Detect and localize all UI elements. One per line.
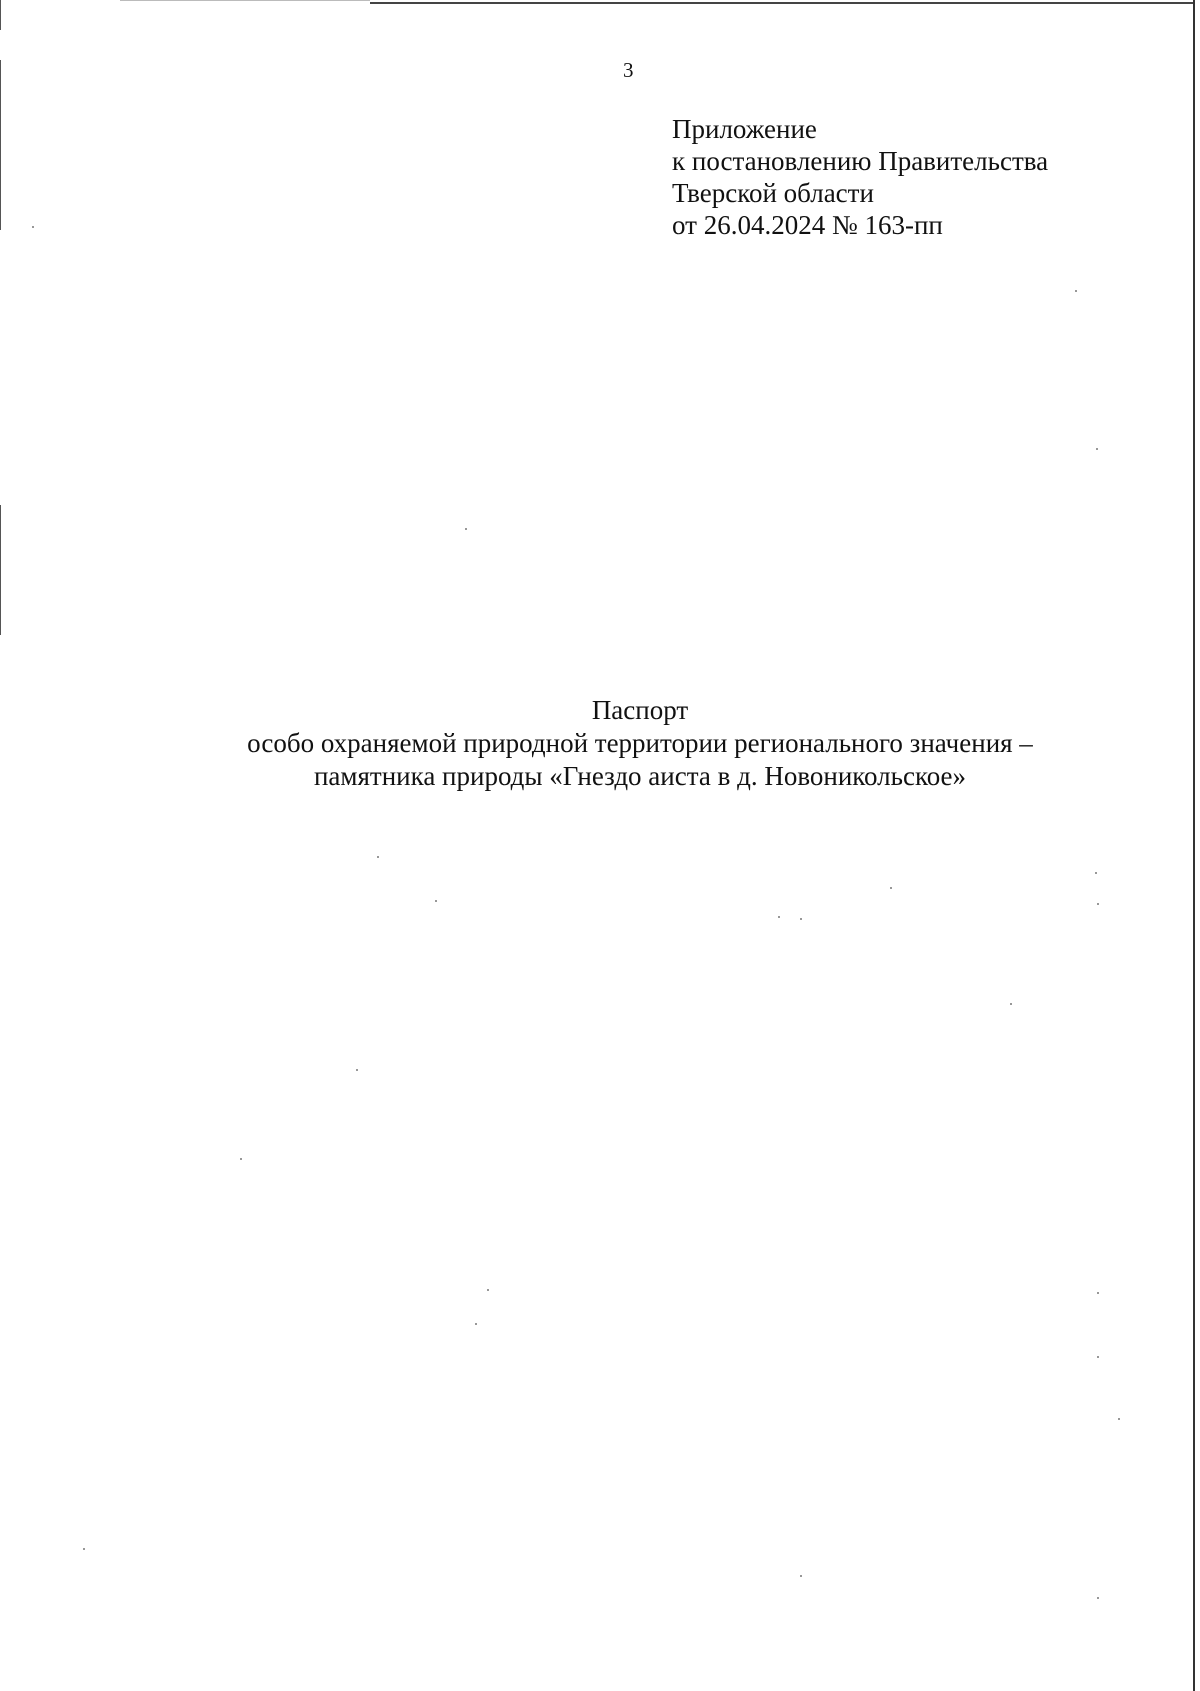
scan-speck [800,1575,802,1577]
scan-edge-artifact [0,0,1,30]
scan-speck [1075,290,1077,292]
scan-speck [1118,1418,1120,1420]
scan-edge-artifact [0,505,1,635]
scan-speck [435,900,437,902]
scan-speck [1096,448,1098,450]
scan-edge-artifact [0,60,1,230]
scan-speck [1097,903,1099,905]
appendix-block [672,113,1048,241]
scan-speck [1097,1356,1099,1358]
appendix-date-number: от 26.04.2024 № 163-пп [672,210,943,240]
scan-speck [800,918,802,920]
page-number: 3 [623,58,634,82]
scan-speck [778,916,780,918]
scan-speck [356,1069,358,1071]
title-line: памятника природы «Гнездо аиста в д. Новоникольское» [313,761,967,791]
scan-speck [1097,1597,1099,1599]
title-heading: Паспорт [591,695,689,725]
appendix-line: Приложение [672,114,817,144]
document-title [150,694,1130,793]
scan-speck [1095,872,1097,874]
scan-speck [32,226,34,228]
scan-edge-artifact [120,0,370,1]
appendix-line: Тверской области [672,178,874,208]
scan-speck [377,856,379,858]
appendix-line: к постановлению Правительства [672,146,1049,176]
scan-speck [83,1548,85,1550]
scan-edge-artifact [370,2,1195,4]
scan-speck [240,1158,242,1160]
scan-speck [1097,1292,1099,1294]
scan-speck [475,1323,477,1325]
scan-edge-artifact [1193,0,1195,1691]
scan-speck [487,1289,489,1291]
title-line: особо охраняемой природной территории регионального значения – [247,728,1033,758]
scan-speck [465,528,467,530]
scan-speck [890,887,892,889]
scan-speck [1010,1003,1012,1005]
